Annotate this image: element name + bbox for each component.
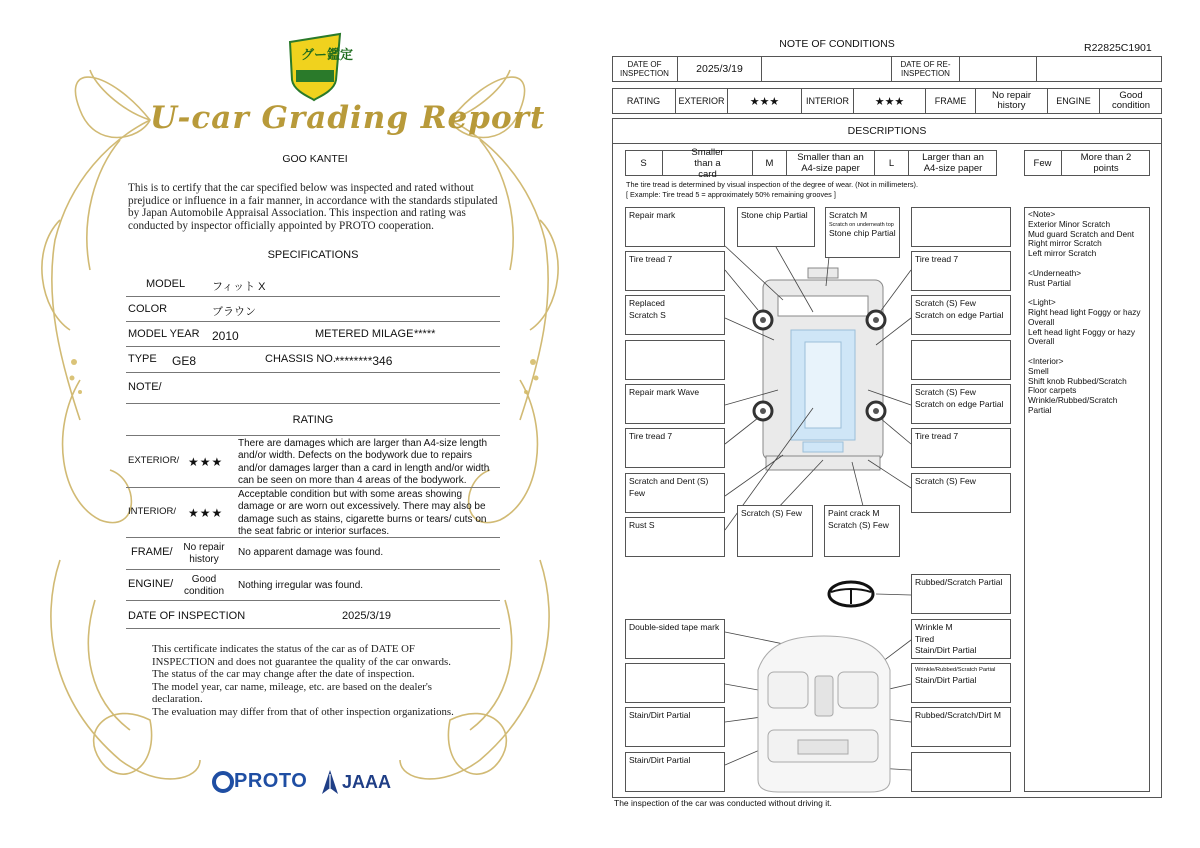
rating-label: RATING xyxy=(612,88,676,114)
annotation-text: Tire tread 7 xyxy=(629,254,673,264)
engine-value: Good condition xyxy=(183,573,225,597)
blank-box xyxy=(625,340,725,380)
interior-description: Acceptable condition but with some areas showing damage or are worn out excessively. There may also be damage such as stains, cigarette burns or tears/ cuts on the seat fabric or interior surfaces. xyxy=(238,489,487,537)
notes-line: Rust Partial xyxy=(1028,277,1071,288)
annotation-text: Scratch (S) Few xyxy=(915,298,976,308)
divider xyxy=(126,628,500,629)
legend-m-desc: Smaller than an A4-size paper xyxy=(787,150,875,176)
exterior-label: EXTERIOR/ xyxy=(128,455,180,466)
legend-m: M xyxy=(753,150,787,176)
note-label: NOTE/ xyxy=(128,381,162,393)
interior-label: INTERIOR/ xyxy=(128,506,177,517)
engine-label: ENGINE/ xyxy=(128,578,174,590)
annotation-text: Repair mark xyxy=(629,210,676,220)
model-year-value: 2010 xyxy=(212,329,239,343)
date-of-inspection-label: DATE OF INSPECTION xyxy=(612,56,678,82)
frame-description: No apparent damage was found. xyxy=(238,547,384,558)
frame-label: FRAME/ xyxy=(131,546,173,558)
interior-layout xyxy=(758,636,890,792)
blank-box xyxy=(911,340,1011,380)
notes-line: <Note> xyxy=(1028,209,1056,219)
inspection-footer: The inspection of the car was conducted without driving it. xyxy=(614,798,832,808)
certificate-subtitle: GOO KANTEI xyxy=(282,153,348,165)
annotation-text: Rust S xyxy=(629,520,655,530)
legend-l: L xyxy=(875,150,909,176)
legend-s: S xyxy=(625,150,663,176)
annotation-text: Repair mark Wave xyxy=(629,387,700,397)
jaaa-logo-icon xyxy=(320,768,340,796)
certificate-intro: This is to certify that the car specified below was inspected and rated without prejudice or influence in a fair manner, in accordance with the standards stipulated by Japan Automobile Appraisal Association. This inspection and rating was conducted by inspector officially appointed by PROTO cooperation. xyxy=(128,182,498,232)
frame-value: No repair history xyxy=(976,88,1048,114)
notes-line: Exterior Minor Scratch xyxy=(1028,218,1111,229)
annotation-text: Paint crack M xyxy=(828,508,880,518)
divider xyxy=(126,600,500,601)
metered-milage-label: METERED MILAGE xyxy=(315,328,414,340)
steering-wheel-icon xyxy=(829,582,873,606)
report-id: R22825C1901 xyxy=(1084,42,1152,54)
wrinkle-box xyxy=(911,619,1011,659)
stain-dirt-box xyxy=(625,707,725,747)
repair-wave-box xyxy=(625,384,725,424)
blank-box xyxy=(911,207,1011,247)
color-label: COLOR xyxy=(128,303,168,315)
divider xyxy=(126,346,500,347)
footnote-line: The status of the car may change after the date of inspection. xyxy=(152,668,415,680)
date-of-inspection-value: 2025/3/19 xyxy=(678,56,762,82)
frame-value: No repair history xyxy=(183,541,225,565)
scratch-m-box xyxy=(825,207,900,258)
annotation-text: Stone chip Partial xyxy=(741,210,808,220)
type-value: GE8 xyxy=(172,354,197,368)
certificate-footnote xyxy=(152,643,472,718)
tire-note-example: [ Example: Tire tread 5 = approximately 50% remaining grooves ] xyxy=(626,190,836,199)
interior-stars: ★★★ xyxy=(188,506,224,520)
annotation-text: Scratch (S) Few xyxy=(741,508,802,518)
tire-tread-front-left-box xyxy=(625,251,725,291)
rust-box xyxy=(625,517,725,557)
date-of-inspection-label: DATE OF INSPECTION xyxy=(128,610,246,622)
notes-panel xyxy=(1024,207,1150,792)
annotation-text: Tire tread 7 xyxy=(915,431,959,441)
divider xyxy=(126,372,500,373)
annotation-text: Scratch S xyxy=(629,309,666,320)
rating-heading: RATING xyxy=(292,414,334,426)
footnote-line: The evaluation may differ from that of other inspection organizations. xyxy=(152,705,454,718)
date-of-inspection-value: 2025/3/19 xyxy=(342,610,391,622)
legend-l-desc: Larger than an A4-size paper xyxy=(922,152,984,174)
annotation-text: Wrinkle M xyxy=(915,622,953,632)
metered-milage-value: ***** xyxy=(414,328,436,340)
wrinkle-rubbed-box xyxy=(911,663,1011,703)
note-of-conditions xyxy=(608,0,1168,848)
footnote-line: The model year, car name, mileage, etc. are based on the dealer's declaration. xyxy=(152,680,432,705)
annotation-text: Scratch and Dent (S) Few xyxy=(629,476,709,498)
annotation-text: Scratch (S) Few xyxy=(828,519,889,530)
annotation-text: Stain/Dirt Partial xyxy=(629,710,691,720)
note-title: NOTE OF CONDITIONS xyxy=(779,38,895,50)
tire-tread-front-right-box xyxy=(911,251,1011,291)
notes-line: Wrinkle/Rubbed/Scratch xyxy=(1028,395,1118,406)
annotation-text: Rubbed/Scratch Partial xyxy=(915,577,1003,587)
divider xyxy=(126,321,500,322)
descriptions-heading: DESCRIPTIONS xyxy=(612,118,1162,144)
divider xyxy=(126,296,500,297)
stain-dirt-rear-box xyxy=(625,752,725,792)
model-value: フィット X xyxy=(212,281,266,293)
scratch-few-rear-right-box xyxy=(911,473,1011,513)
notes-line: <Underneath> xyxy=(1028,267,1082,278)
annotation-text: Rubbed/Scratch/Dirt M xyxy=(915,710,1001,720)
chassis-label: CHASSIS NO. xyxy=(265,353,336,365)
stone-chip-box xyxy=(737,207,815,247)
annotation-text: Stain/Dirt Partial xyxy=(915,645,977,655)
annotation-text: Scratch M xyxy=(829,210,868,220)
engine-label: ENGINE xyxy=(1048,88,1100,114)
exterior-description: There are damages which are larger than A4-size length and/or width. Defects on the bodywork due to repairs and/or damages larger than a card in length and/or width can be seen on more than 4 areas of the bodywork. xyxy=(238,438,490,486)
interior-label: INTERIOR xyxy=(802,88,854,114)
annotation-text: Stone chip Partial xyxy=(829,228,896,238)
notes-line: Right mirror Scratch xyxy=(1028,238,1102,249)
notes-line: Left head light Foggy or hazy xyxy=(1028,326,1136,337)
notes-line: Floor carpets xyxy=(1028,385,1077,396)
footnote-line: This certificate indicates the status of the car as of DATE OF INSPECTION and does not guarantee the quality of the car onwards. xyxy=(152,643,451,668)
notes-line: Left mirror Scratch xyxy=(1028,248,1097,259)
annotation-subtext: Scratch on underneath top xyxy=(829,221,894,228)
legend-few-desc: More than 2 points xyxy=(1080,152,1132,174)
engine-description: Nothing irregular was found. xyxy=(238,580,364,591)
rubbed-dirt-box xyxy=(911,707,1011,747)
notes-line: Right head light Foggy or hazy xyxy=(1028,306,1141,317)
engine-value: Good condition xyxy=(1111,89,1151,111)
repair-mark-box xyxy=(625,207,725,247)
annotation-text: Scratch (S) Few xyxy=(915,476,976,486)
blank-box xyxy=(625,663,725,703)
notes-line: Smell xyxy=(1028,365,1049,376)
annotation-text: Scratch on edge Partial xyxy=(915,309,1004,320)
proto-logo-icon xyxy=(212,770,234,794)
replaced-box xyxy=(625,295,725,335)
notes-line: Overall xyxy=(1028,316,1055,327)
annotation-text: Tire tread 7 xyxy=(915,254,959,264)
notes-line: Partial xyxy=(1028,404,1052,415)
divider xyxy=(126,435,500,436)
specifications-heading: SPECIFICATIONS xyxy=(267,249,359,261)
annotation-text: Double-sided tape mark xyxy=(629,622,720,632)
annotation-text: Replaced xyxy=(629,298,665,308)
tire-note: The tire tread is determined by visual inspection of the degree of wear. (Not in millimeters). xyxy=(626,180,919,189)
badge-text: グー鑑定 xyxy=(301,47,354,62)
type-label: TYPE xyxy=(128,353,157,365)
tape-mark-box xyxy=(625,619,725,659)
divider xyxy=(126,537,500,538)
chassis-value: ********346 xyxy=(335,354,393,368)
exterior-stars: ★★★ xyxy=(728,88,802,114)
frame-label: FRAME xyxy=(926,88,976,114)
notes-line: <Interior> xyxy=(1028,355,1064,366)
color-value: ブラウン xyxy=(212,306,256,318)
divider xyxy=(126,569,500,570)
jaaa-logo: JAAA xyxy=(342,772,392,792)
model-label: MODEL xyxy=(146,278,186,290)
annotation-text: Stain/Dirt Partial xyxy=(915,675,977,685)
divider xyxy=(126,487,500,488)
tire-tread-rear-right-box xyxy=(911,428,1011,468)
blank-box xyxy=(911,752,1011,792)
legend-s-desc: Smaller than a card xyxy=(663,150,753,176)
annotation-text: Tired xyxy=(915,633,935,644)
model-year-label: MODEL YEAR xyxy=(128,328,200,340)
notes-line: Mud guard Scratch and Dent xyxy=(1028,228,1135,239)
notes-line: Overall xyxy=(1028,336,1055,347)
notes-line: Shift knob Rubbed/Scratch xyxy=(1028,375,1127,386)
exterior-stars: ★★★ xyxy=(188,455,224,469)
annotation-text: Scratch on edge Partial xyxy=(915,398,1004,409)
steering-rubbed-box xyxy=(911,574,1011,614)
paint-crack-box xyxy=(824,505,900,557)
notes-line: <Light> xyxy=(1028,297,1056,308)
scratch-few-rear-box xyxy=(737,505,813,557)
interior-stars: ★★★ xyxy=(854,88,926,114)
scratch-dent-box xyxy=(625,473,725,513)
divider xyxy=(126,403,500,404)
date-of-reinspection-label: DATE OF RE-INSPECTION xyxy=(892,56,960,82)
scratch-few-right-front-box xyxy=(911,295,1011,335)
annotation-subtext: Wrinkle/Rubbed/Scratch Partial xyxy=(915,667,996,673)
tire-tread-rear-left-box xyxy=(625,428,725,468)
annotation-text: Stain/Dirt Partial xyxy=(629,755,691,765)
annotation-text: Tire tread 7 xyxy=(629,431,673,441)
proto-logo: PROTO xyxy=(234,770,308,792)
scratch-few-right-rear-box xyxy=(911,384,1011,424)
annotation-text: Scratch (S) Few xyxy=(915,387,976,397)
certificate-title: U-car Grading Report xyxy=(150,100,546,136)
legend-few: Few xyxy=(1024,150,1062,176)
exterior-label: EXTERIOR xyxy=(676,88,728,114)
